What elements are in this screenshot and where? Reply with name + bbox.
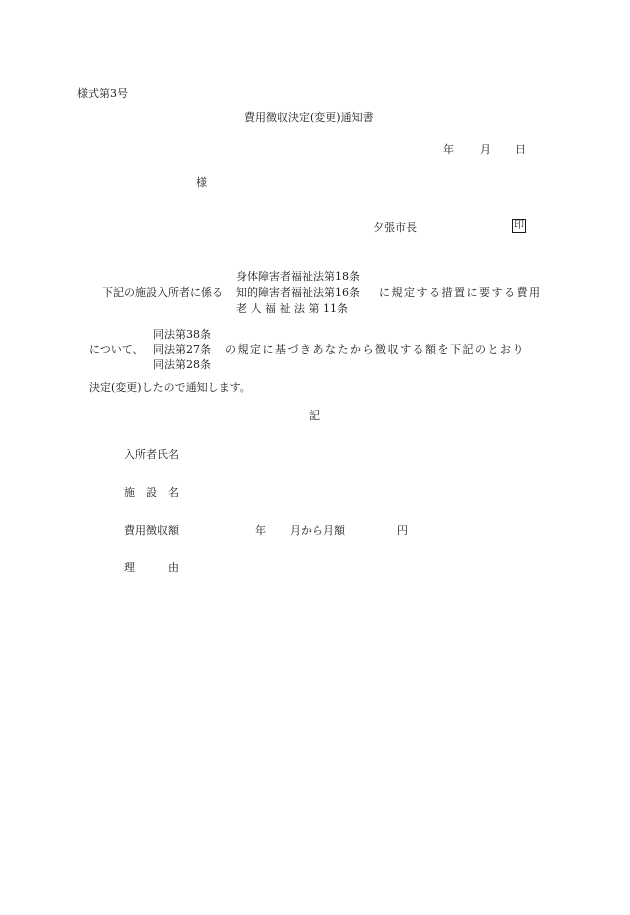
ki-heading: 記: [309, 409, 320, 422]
paragraph2-suffix: の規定に基づきあなたから徴収する額を下記のとおり: [225, 343, 525, 356]
paragraph2-prefix: について、: [89, 343, 144, 356]
date-year-label: 年: [443, 143, 454, 156]
reason-label: 理 由: [124, 561, 179, 574]
document-title: 費用徴収決定(変更)通知書: [244, 111, 374, 124]
date-day-label: 日: [515, 143, 526, 156]
fee-yen-label: 円: [397, 524, 408, 537]
law-option-1: 身体障害者福祉法第18条: [236, 270, 360, 283]
article-option-3: 同法第28条: [153, 358, 211, 371]
fee-year-label: 年: [255, 524, 266, 537]
issuer-name: 夕張市長: [373, 221, 417, 234]
article-option-1: 同法第38条: [153, 328, 211, 341]
form-number: 様式第3号: [77, 87, 128, 100]
resident-name-label: 入所者氏名: [124, 448, 179, 461]
fee-label: 費用徴収額: [124, 524, 179, 537]
law-option-3: 老 人 福 祉 法 第 11条: [236, 302, 348, 315]
fee-month-text: 月から月額: [290, 524, 345, 537]
paragraph3: 決定(変更)したので通知します。: [89, 381, 251, 394]
seal-mark: 印: [514, 220, 524, 231]
facility-name-label: 施 設 名: [124, 486, 179, 499]
addressee-suffix: 様: [196, 176, 207, 189]
article-option-2: 同法第27条: [153, 343, 211, 356]
law-option-2: 知的障害者福祉法第16条: [236, 286, 360, 299]
paragraph1-suffix: に規定する措置に要する費用: [379, 286, 542, 299]
paragraph1-prefix: 下記の施設入所者に係る: [102, 286, 223, 299]
date-month-label: 月: [480, 143, 491, 156]
